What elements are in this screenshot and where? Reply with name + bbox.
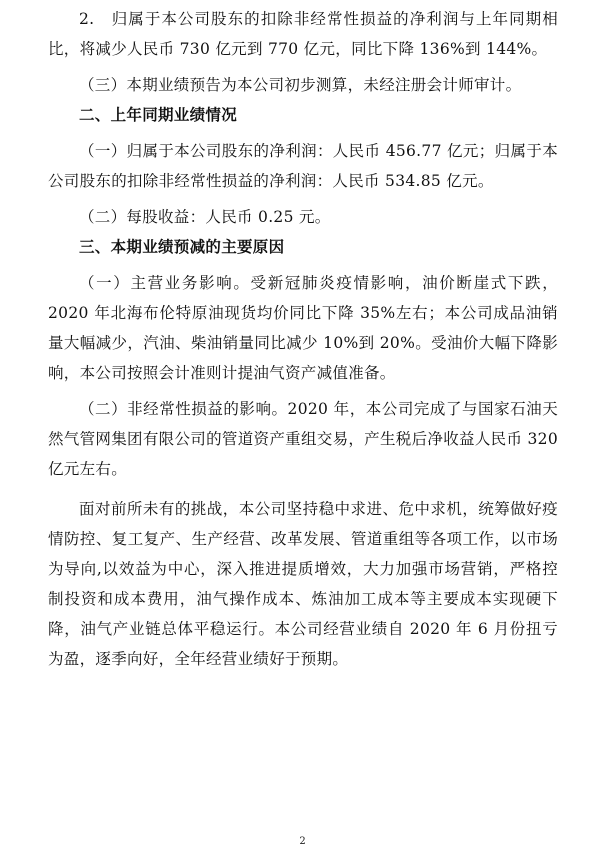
paragraph-prior-year-net-profit: （一）归属于本公司股东的净利润：人民币 456.77 亿元；归属于本公司股东的扣除非经常性损益的净利润：人民币 534.85 亿元。 xyxy=(48,142,558,190)
section-heading-main-reasons: 三、本期业绩预减的主要原因 xyxy=(79,238,285,256)
paragraph-non-recurring-impact: （二）非经常性损益的影响。2020 年，本公司完成了与国家石油天然气管网集团有限公司的管道资产重组交易，产生税后净收益人民币 320 亿元左右。 xyxy=(48,400,558,478)
section-heading-prior-year: 二、上年同期业绩情况 xyxy=(79,106,238,124)
paragraph-challenges-summary: 面对前所未有的挑战，本公司坚持稳中求进、危中求机，统筹做好疫情防控、复工复产、生产经营、改革发展、管道重组等各项工作，以市场为导向,以效益为中心，深入推进提质增效，大力加强市场营销，严格控制投资和成本费用，油气操作成本、炼油加工成本等主要成本实现硬下降，油气产业链总体平稳运行。本公司经营业绩自 2020 年 6 月份扭亏为盈，逐季向好，全年经营业绩好于预期。 xyxy=(48,500,558,668)
paragraph-main-business-impact: （一）主营业务影响。受新冠肺炎疫情影响，油价断崖式下跌，2020 年北海布伦特原油现货均价同比下降 35%左右；本公司成品油销量大幅减少，汽油、柴油销量同比减少 10%到 20%。受油价大幅下降影响，本公司按照会计准则计提油气资产减值准备。 xyxy=(48,274,558,382)
paragraph-earnings-per-share: （二）每股收益：人民币 0.25 元。 xyxy=(79,208,331,226)
paragraph-net-profit-deducted: 2. 归属于本公司股东的扣除非经常性损益的净利润与上年同期相比，将减少人民币 730 亿元到 770 亿元，同比下降 136%到 144%。 xyxy=(48,10,558,58)
paragraph-unaudited-note: （三）本期业绩预告为本公司初步测算，未经注册会计师审计。 xyxy=(79,76,522,94)
page-number: 2 xyxy=(299,836,306,847)
document-body xyxy=(48,4,558,674)
